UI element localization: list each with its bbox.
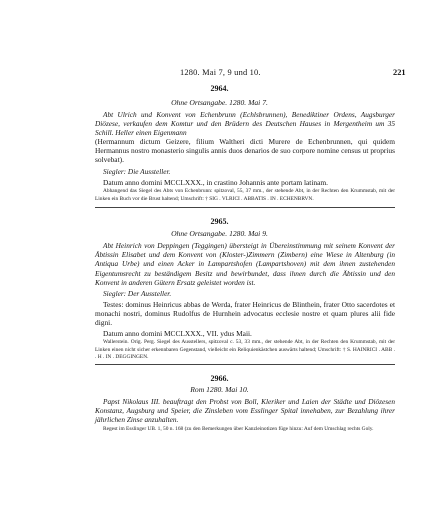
entry-note: Abhangend das Siegel des Abts von Echenbrunn: spitzoval, 55, 37 mm., der stehende Abt, in der Rechten den Krummstab, mit der Linken ein Buch vor die Brust haltend; Umschrift: † SIG . VLRICI . ABBATIS . IN . ECHENBRVN. bbox=[95, 188, 395, 202]
section-divider bbox=[95, 207, 395, 208]
entry-dateline: Ohne Ortsangabe. 1280. Mai 9. bbox=[171, 229, 268, 238]
running-title: 1280. Mai 7, 9 und 10. bbox=[180, 68, 261, 77]
entry-dateline: Ohne Ortsangabe. 1280. Mai 7. bbox=[171, 98, 268, 107]
entry-dateline: Rom 1280. Mai 10. bbox=[190, 385, 249, 394]
entry-latin-text: (Hermannum dictum Geizere, filium Waltheri dicti Murere de Echenbrunnen, qui quidem Hermannus nostro monasterio singulis annis duos denarios de suo corpore nomine census ut proprius solvebat). bbox=[95, 137, 395, 165]
entry-datum: Datum anno domini MCCLXXX., VII. ydus Maii. bbox=[103, 329, 252, 338]
entry-number: 2964. bbox=[210, 84, 229, 93]
entry-testes: Testes: dominus Heinricus abbas de Werda, frater Heinricus de Blinthein, frater Otto sacerdotes et monachi nostri, dominus Rudolfus de Hurnhein advocatus ecclesie nostre et quam plures alii fide digni. bbox=[95, 300, 395, 328]
entry-number: 2966. bbox=[210, 374, 229, 383]
section-divider bbox=[95, 364, 395, 365]
entry-note: Regest im Esslinger UB. 1, 50 n. 168 (zu den Bemerkungen über Kanzleinotizen füge hinzu: Auf dem Umschlag rechts Goly. bbox=[103, 426, 374, 432]
entry-number: 2965. bbox=[210, 217, 229, 226]
entry-siegler: Siegler: Der Aussteller. bbox=[103, 289, 172, 298]
entry-datum: Datum anno domini MCCLXXX., in crastino Johannis ante portam latinam. bbox=[103, 178, 328, 187]
entry-regest: Abt Ulrich und Konvent von Echenbrunn (Echlsbrunnen), Benediktiner Ordens, Augsburger Diözese, verkaufen dem Komtur und den Brüdern des Deutschen Hauses in Mergentheim um 35 Schill. Heller einen Eigenmann bbox=[95, 110, 395, 138]
entry-regest: Abt Heinrich von Deppingen (Teggingen) übersteigt in Übereinstimmung mit seinem Konvent der Äbtissin Elisabet und dem Konvent von (Kloster-)Zimmern (Zimbern) eine Wiese in Altenburg (in Antiqua Urbe) und einen Acker in Lampartshofen (Lampartshoven) mit dem ihnen zustehenden Eigentumsrecht zu beständigem Besitz und bewirbundet, dass ihnen durch die Äbtissin und den Konvent in anderen Gütern Ersatz geleistet worden ist. bbox=[95, 241, 395, 287]
page-number: 221 bbox=[393, 68, 406, 77]
entry-regest: Papst Nikolaus III. beauftragt den Probst von Boll, Kleriker und Laien der Städte und Diözesen Konstanz, Augsburg und Speier, die Zinsleben vom Esslinger Spital innehaben, zur Bezahlung ihrer jährlichen Zinse anzuhalten. bbox=[95, 397, 395, 425]
entry-note: Wallerstein. Orig. Perg. Siegel des Ausstellers, spitzoval c. 53, 33 mm., der stehende Abt, in der Rechten den Krummstab, mit der Linken einen nicht sicher erkennbaren Gegenstand, vielleicht ein Reliquienkästchen auswärts haltend; Umschrift: † S. HAINRICI . ABB . . H . IN . DEGGINGEN. bbox=[95, 339, 395, 361]
entry-siegler: Siegler: Die Aussteller. bbox=[103, 167, 171, 176]
